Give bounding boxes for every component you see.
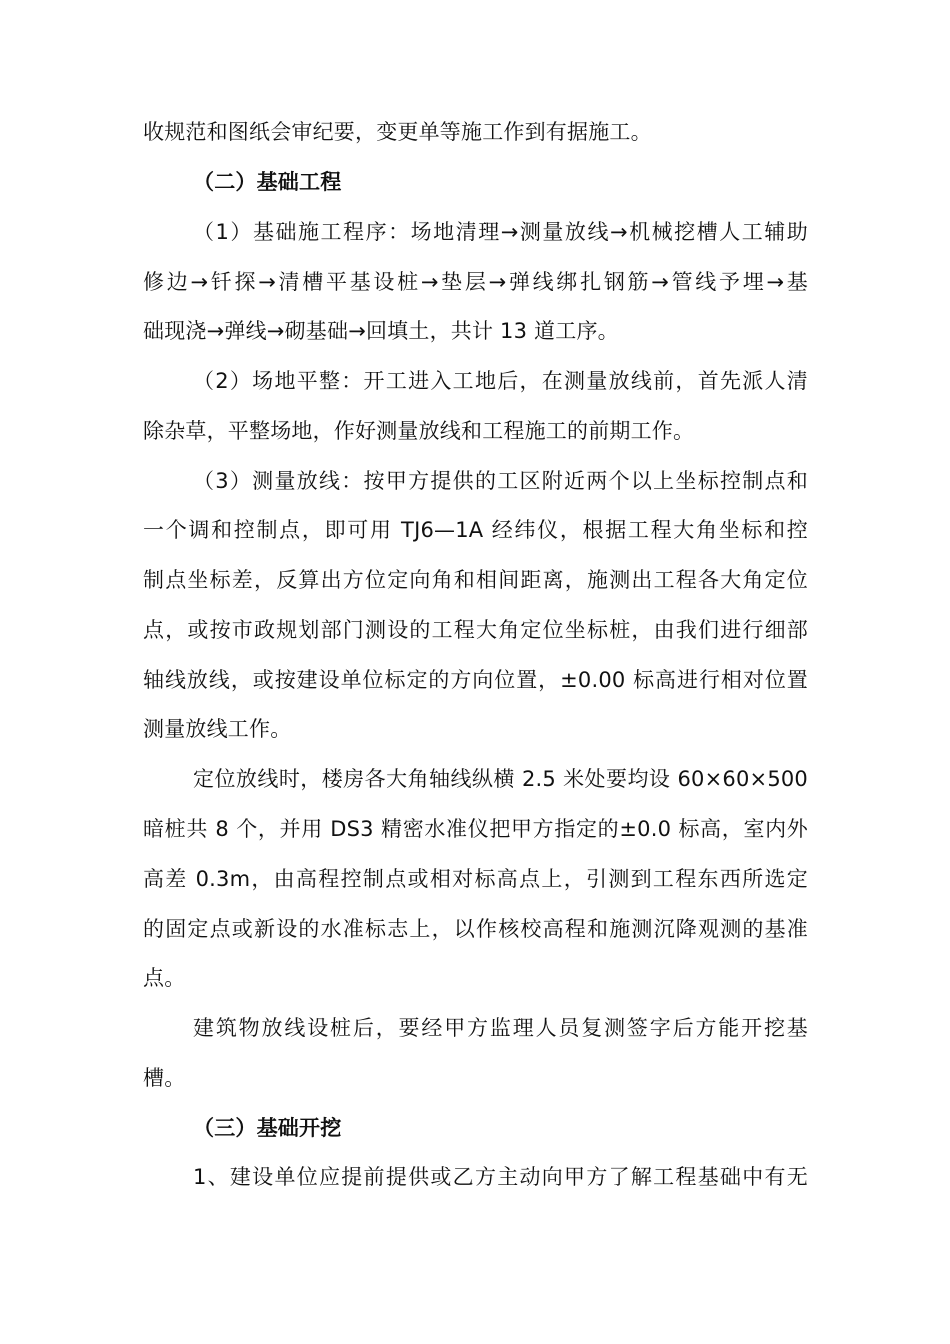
paragraph-5-line-2: 槽。 — [143, 1066, 186, 1090]
paragraph-2-line-1: （2）场地平整：开工进入工地后，在测量放线前，首先派人清 — [193, 369, 808, 393]
paragraph-1-line-3: 础现浇→弹线→砌基础→回填土，共计 13 道工序。 — [143, 319, 619, 343]
paragraph-1-line-2: 修边→钎探→清槽平基设桩→垫层→弹线绑扎钢筋→管线予埋→基 — [143, 270, 808, 294]
paragraph-3-line-2: 一个调和控制点，即可用 TJ6—1A 经纬仪，根据工程大角坐标和控 — [143, 518, 808, 542]
paragraph-4-line-2: 暗桩共 8 个，并用 DS3 精密水准仪把甲方指定的±0.0 标高，室内外 — [143, 817, 808, 841]
text-line-continuation: 收规范和图纸会审纪要，变更单等施工作到有据施工。 — [143, 120, 652, 144]
paragraph-3-line-1: （3）测量放线：按甲方提供的工区附近两个以上坐标控制点和 — [193, 469, 808, 493]
paragraph-5-line-1: 建筑物放线设桩后，要经甲方监理人员复测签字后方能开挖基 — [193, 1016, 808, 1040]
paragraph-3-line-5: 轴线放线，或按建设单位标定的方向位置，±0.00 标高进行相对位置 — [143, 668, 808, 692]
paragraph-4-line-5: 点。 — [143, 966, 186, 990]
section-heading-foundation-excavation: （三）基础开挖 — [193, 1116, 342, 1140]
paragraph-6-line-1: 1、建设单位应提前提供或乙方主动向甲方了解工程基础中有无 — [193, 1165, 808, 1189]
paragraph-4-line-3: 高差 0.3m，由高程控制点或相对标高点上，引测到工程东西所选定 — [143, 867, 808, 891]
paragraph-3-line-3: 制点坐标差，反算出方位定向角和相间距离，施测出工程各大角定位 — [143, 568, 808, 592]
paragraph-1-line-1: （1）基础施工程序：场地清理→测量放线→机械挖槽人工辅助 — [193, 220, 808, 244]
paragraph-4-line-4: 的固定点或新设的水准标志上，以作核校高程和施测沉降观测的基准 — [143, 917, 808, 941]
paragraph-2-line-2: 除杂草，平整场地，作好测量放线和工程施工的前期工作。 — [143, 419, 695, 443]
paragraph-3-line-6: 测量放线工作。 — [143, 717, 292, 741]
paragraph-3-line-4: 点，或按市政规划部门测设的工程大角定位坐标桩，由我们进行细部 — [143, 618, 808, 642]
paragraph-4-line-1: 定位放线时，楼房各大角轴线纵横 2.5 米处要均设 60×60×500 — [193, 767, 808, 791]
section-heading-foundation-engineering: （二）基础工程 — [193, 170, 342, 194]
